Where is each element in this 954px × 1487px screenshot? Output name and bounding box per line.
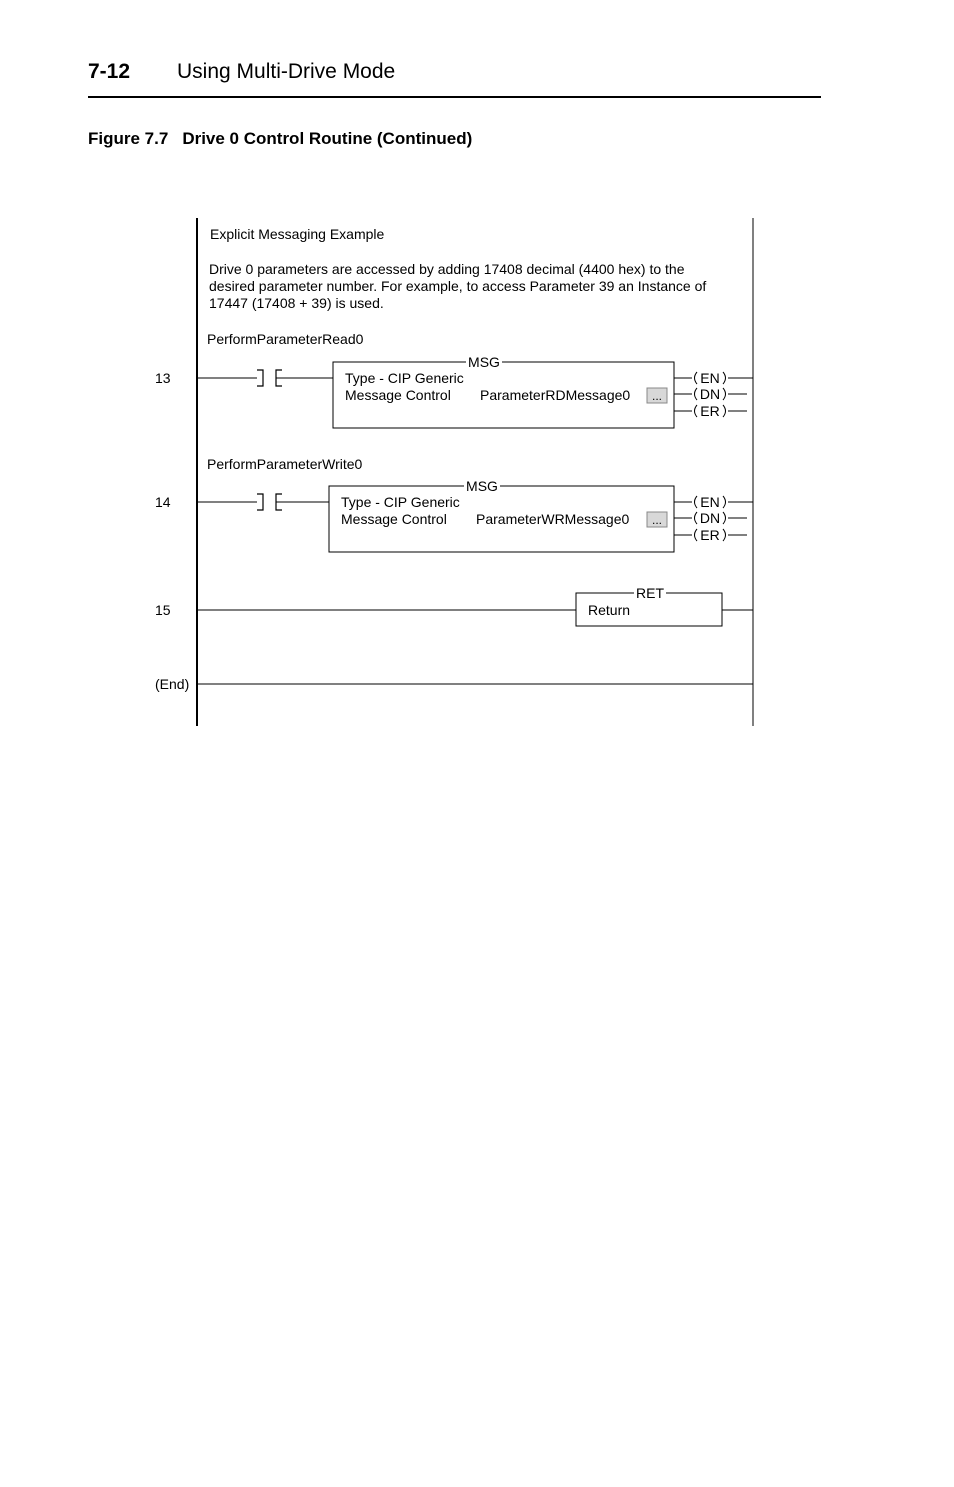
svg-text:ER: ER [700, 403, 720, 419]
svg-text:ER: ER [700, 527, 720, 543]
contact-tag: PerformParameterWrite0 [207, 456, 363, 472]
comment-title: Explicit Messaging Example [210, 226, 385, 242]
svg-text:...: ... [651, 389, 663, 403]
msg-instruction-block[interactable] [329, 478, 674, 552]
page-number: 7-12 [88, 60, 131, 83]
return-label: Return [588, 602, 631, 618]
output-en [674, 370, 753, 386]
msg-instruction-block[interactable] [333, 354, 674, 428]
comment-line-1: Drive 0 parameters are accessed by adding 17408 decimal (4400 hex) to the [209, 261, 685, 277]
comment-line-3: 17447 (17408 + 39) is used. [209, 295, 384, 311]
contact-tag: PerformParameterRead0 [207, 331, 364, 347]
svg-text:DN: DN [699, 386, 721, 402]
svg-text:...: ... [651, 513, 663, 527]
end-label: (End) [155, 676, 190, 692]
rung-number: 15 [155, 602, 171, 618]
svg-text:DN: DN [699, 510, 721, 526]
message-control-value: ParameterWRMessage0 [476, 511, 630, 527]
browse-button[interactable] [647, 512, 667, 527]
block-type: Type - CIP Generic [345, 370, 464, 386]
rung-15[interactable] [155, 585, 753, 626]
message-control-label: Message Control [345, 387, 451, 403]
block-name: RET [636, 585, 664, 601]
block-name: MSG [468, 354, 500, 370]
output-en [674, 494, 753, 510]
svg-text:EN: EN [700, 494, 720, 510]
output-er [674, 527, 747, 543]
rung-14[interactable] [155, 456, 753, 552]
figure-label: Figure 7.7 [88, 129, 169, 148]
block-type: Type - CIP Generic [341, 494, 460, 510]
end-rung [155, 676, 753, 692]
rung-number: 14 [155, 494, 171, 510]
figure-title: Drive 0 Control Routine (Continued) [182, 129, 473, 148]
message-control-value: ParameterRDMessage0 [480, 387, 631, 403]
rung-number: 13 [155, 370, 171, 386]
comment-line-2: desired parameter number. For example, to access Parameter 39 an Instance of [209, 278, 707, 294]
rung-13[interactable] [155, 331, 753, 428]
block-name: MSG [466, 478, 498, 494]
message-control-label: Message Control [341, 511, 447, 527]
browse-button[interactable] [647, 388, 667, 403]
output-er [674, 403, 747, 419]
svg-text:EN: EN [700, 370, 720, 386]
ret-instruction-block[interactable] [576, 585, 722, 626]
chapter-title: Using Multi-Drive Mode [177, 60, 396, 83]
